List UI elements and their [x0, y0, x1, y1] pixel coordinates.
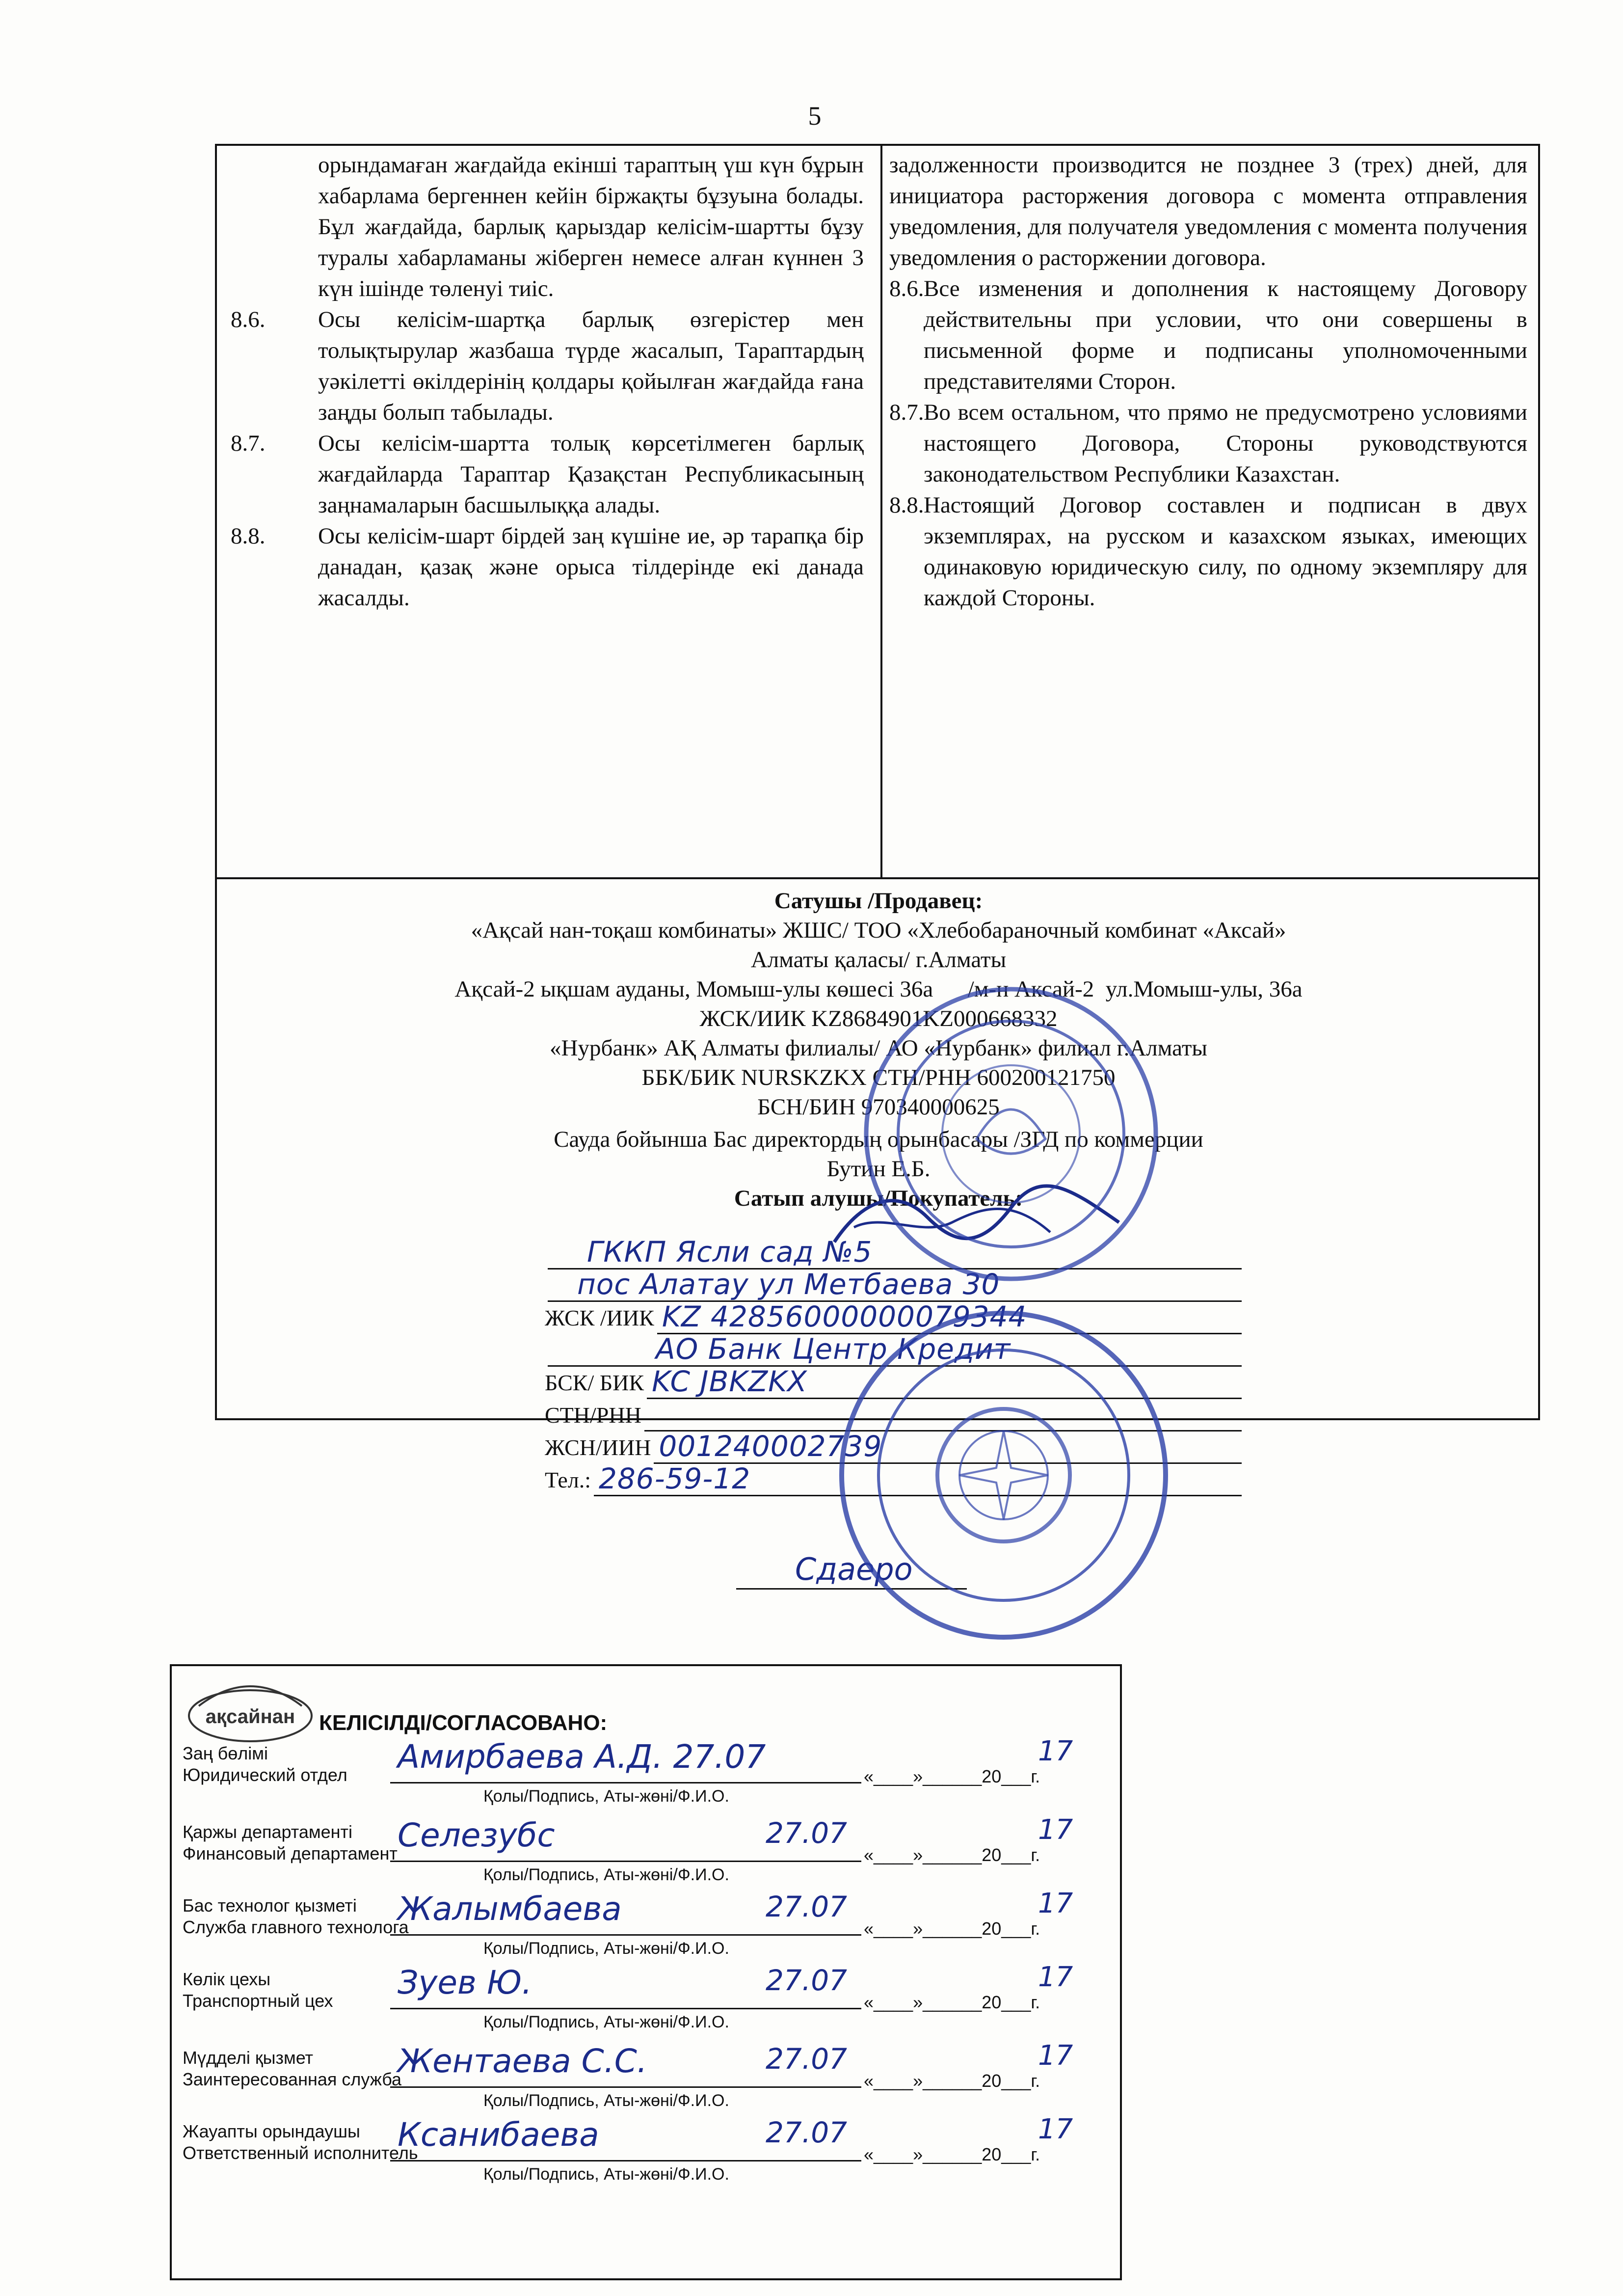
seller-position: Сауда бойынша Бас директордың орынбасары /ЗГД по коммерции — [554, 1127, 1203, 1152]
buyer-bik-label: БСК/ БИК — [545, 1370, 644, 1395]
approval-signature-line — [390, 2086, 861, 2088]
approval-year: 17 — [1038, 1961, 1073, 1993]
seller-bin: БСН/БИН 970340000625 — [757, 1094, 1000, 1120]
russian-column — [889, 150, 1527, 614]
clause-text: Осы келісім-шартта толық көрсетілмеген барлық жағдайларда Тараптар Қазақстан Республикасының заңнамаларын басшылыққа алады. — [318, 431, 864, 518]
buyer-rnn-label: СТН/РНН — [545, 1403, 641, 1428]
clause-text: Все изменения и дополнения к настоящему Договору действительны при условии, что они совершены в письменной форме и подписаны уполномоченными представителями Сторон. — [924, 276, 1527, 394]
approval-date: 27.07 — [766, 2116, 848, 2149]
approval-date-format: «____»______20___г. — [864, 1766, 1040, 1786]
clause-text: Осы келісім-шартқа барлық өзгерістер мен толықтырулар жазбаша түрде жасалып, Тараптардың уәкілетті өкілдерінің қолдары қойылған жағдайда ғана заңды болып табылады. — [318, 307, 864, 425]
approval-signature: Амирбаева А.Д. 27.07 — [398, 1738, 766, 1776]
aksai-logo — [184, 1676, 317, 1745]
dept-name-kz: Жауапты орындаушы — [183, 2121, 360, 2141]
buyer-tel-label: Тел.: — [545, 1467, 591, 1492]
approval-sign-note: Қолы/Подпись, Аты-жөні/Ф.И.О. — [483, 1787, 729, 1806]
approval-sign-note: Қолы/Подпись, Аты-жөні/Ф.И.О. — [483, 2091, 729, 2110]
clause-number: 8.7. — [889, 400, 924, 425]
approval-sign-note: Қолы/Подпись, Аты-жөні/Ф.И.О. — [483, 1939, 729, 1958]
buyer-signature: Сдаеро — [795, 1551, 913, 1587]
clause-text: Осы келісім-шарт бірдей заң күшіне ие, әр тарапқа бір данадан, қазақ және орыса тілдерінде екі данада жасалды. — [318, 523, 864, 611]
approval-signature: Зуев Ю. — [398, 1964, 532, 2001]
dept-name-kz: Бас технолог қызметі — [183, 1895, 357, 1916]
dept-name-kz: Көлік цехы — [183, 1969, 271, 1989]
buyer-bank: АО Банк Центр Кредит — [656, 1332, 1011, 1366]
approval-signature: Жентаева С.С. — [398, 2042, 647, 2080]
dept-name-ru: Юридический отдел — [183, 1765, 347, 1785]
approval-date-format: «____»______20___г. — [864, 2144, 1040, 2164]
approval-sign-note: Қолы/Подпись, Аты-жөні/Ф.И.О. — [483, 2165, 729, 2184]
buyer-iin: 001240002739 — [659, 1430, 882, 1463]
kazakh-column — [231, 150, 864, 614]
buyer-iik: KZ 42856000000079344 — [662, 1300, 1027, 1333]
approval-sign-note: Қолы/Подпись, Аты-жөні/Ф.И.О. — [483, 1865, 729, 1884]
buyer-address: пос Алатау ул Метбаева 30 — [577, 1268, 1000, 1301]
clause-text: Настоящий Договор составлен и подписан в двух экземплярах, на русском и казахском языках, имеющих одинаковую юридическую силу, по одному экземпляру для каждой Стороны. — [924, 492, 1527, 611]
clause-number: 8.7. — [231, 431, 266, 456]
clause-8-8-kz — [231, 521, 864, 614]
clause-8-7-ru — [889, 397, 1527, 490]
dept-name-kz: Заң бөлімі — [183, 1743, 268, 1763]
dept-name-ru: Служба главного технолога — [183, 1917, 409, 1937]
approval-date-format: «____»______20___г. — [864, 2071, 1040, 2091]
approval-date-format: «____»______20___г. — [864, 1918, 1040, 1939]
dept-name-ru: Заинтересованная служба — [183, 2069, 402, 2089]
approval-signature-line — [390, 1934, 861, 1936]
buyer-iin-label: ЖСН/ИИН — [545, 1435, 651, 1460]
approval-signature: Ксанибаева — [398, 2116, 599, 2154]
logo-text: ақсайнан — [205, 1706, 295, 1728]
dept-name-kz: Қаржы департаменті — [183, 1822, 352, 1842]
clause-8-5-continuation-ru: задолженности производится не позднее 3 (трех) дней, для инициатора расторжения договора с момента отправления уведомления, для получателя уведомления с момента получения уведомления о расторжении договора. — [889, 152, 1527, 270]
seller-signer: Бутин Е.Б. — [826, 1156, 931, 1182]
approval-date: 27.07 — [766, 1890, 848, 1923]
seller-iik: ЖСК/ИИК KZ8684901KZ000668332 — [699, 1006, 1058, 1031]
approval-date: 27.07 — [766, 1816, 848, 1850]
approval-year: 17 — [1038, 1814, 1073, 1846]
approval-title: КЕЛІСІЛДІ/СОГЛАСОВАНО: — [319, 1711, 608, 1735]
approval-sign-note: Қолы/Подпись, Аты-жөні/Ф.И.О. — [483, 2013, 729, 2031]
dept-name-ru: Финансовый департамент — [183, 1843, 398, 1864]
column-divider — [880, 144, 882, 878]
approval-year: 17 — [1038, 2113, 1073, 2145]
approval-signature: Жалымбаева — [398, 1890, 622, 1928]
buyer-seal — [834, 1306, 1173, 1645]
company-seal — [859, 982, 1163, 1286]
approval-date-format: «____»______20___г. — [864, 1845, 1040, 1865]
clause-number: 8.6. — [231, 307, 266, 332]
approval-year: 17 — [1038, 2040, 1073, 2072]
clause-8-7-kz — [231, 428, 864, 521]
approval-date-format: «____»______20___г. — [864, 1992, 1040, 2012]
clause-8-6-ru — [889, 273, 1527, 397]
seller-heading: Сатушы /Продавец: — [774, 888, 983, 914]
buyer-iik-label: ЖСК /ИИК — [545, 1305, 654, 1330]
seller-city: Алматы қаласы/ г.Алматы — [750, 947, 1007, 972]
seller-address: Ақсай-2 ықшам ауданы, Момыш-улы көшесі 36а /м-н Аксай-2 ул.Момыш-улы, 36а — [454, 976, 1303, 1002]
dept-name-ru: Транспортный цех — [183, 1991, 333, 2011]
clause-number: 8.6. — [889, 276, 924, 301]
seller-name: «Ақсай нан-тоқаш комбинаты» ЖШС/ ТОО «Хлебобараночный комбинат «Аксай» — [471, 918, 1286, 943]
approval-signature: Селезубс — [398, 1816, 555, 1854]
approval-year: 17 — [1038, 1888, 1073, 1919]
approval-date: 27.07 — [766, 1964, 848, 1997]
buyer-tel: 286-59-12 — [599, 1462, 751, 1495]
page-number: 5 — [808, 101, 822, 131]
row-divider — [215, 877, 1540, 879]
clause-number: 8.8. — [889, 492, 924, 518]
seller-bank: «Нурбанк» АҚ Алматы филиалы/ АО «Нурбанк» филиал г.Алматы — [550, 1035, 1207, 1061]
approval-signature-line — [390, 2008, 861, 2009]
dept-name-ru: Ответственный исполнитель — [183, 2143, 418, 2163]
clause-8-5-continuation-kz: орындамаған жағдайда екінші тараптың үш күн бұрын хабарлама бергеннен кейін біржақты бұзуына болады. Бұл жағдайда, барлық қарыздар келісім-шартты бұзу туралы хабарламаны жіберген немесе алған күннен 3 күн ішінде төленуі тиіс. — [318, 152, 864, 301]
clause-text: Во всем остальном, что прямо не предусмотрено условиями настоящего Договора, Стороны руководствуются законодательством Республики Казахстан. — [924, 400, 1527, 487]
buyer-bik: KC JBKZKX — [652, 1365, 807, 1398]
approval-signature-line — [390, 2160, 861, 2161]
clause-8-8-ru — [889, 490, 1527, 614]
approval-signature-line — [390, 1861, 861, 1862]
clause-8-6-kz — [231, 304, 864, 428]
clause-number: 8.8. — [231, 523, 266, 549]
approval-signature-line — [390, 1782, 861, 1783]
buyer-name: ГККП Ясли сад №5 — [587, 1235, 873, 1269]
buyer-heading: Сатып алушы/Покупатель: — [734, 1186, 1023, 1211]
approval-date: 27.07 — [766, 2042, 848, 2076]
seller-bik: ББК/БИК NURSKZKX СТН/РНН 600200121750 — [641, 1065, 1116, 1090]
approval-year: 17 — [1038, 1735, 1073, 1767]
dept-name-kz: Мүдделі қызмет — [183, 2048, 314, 2068]
